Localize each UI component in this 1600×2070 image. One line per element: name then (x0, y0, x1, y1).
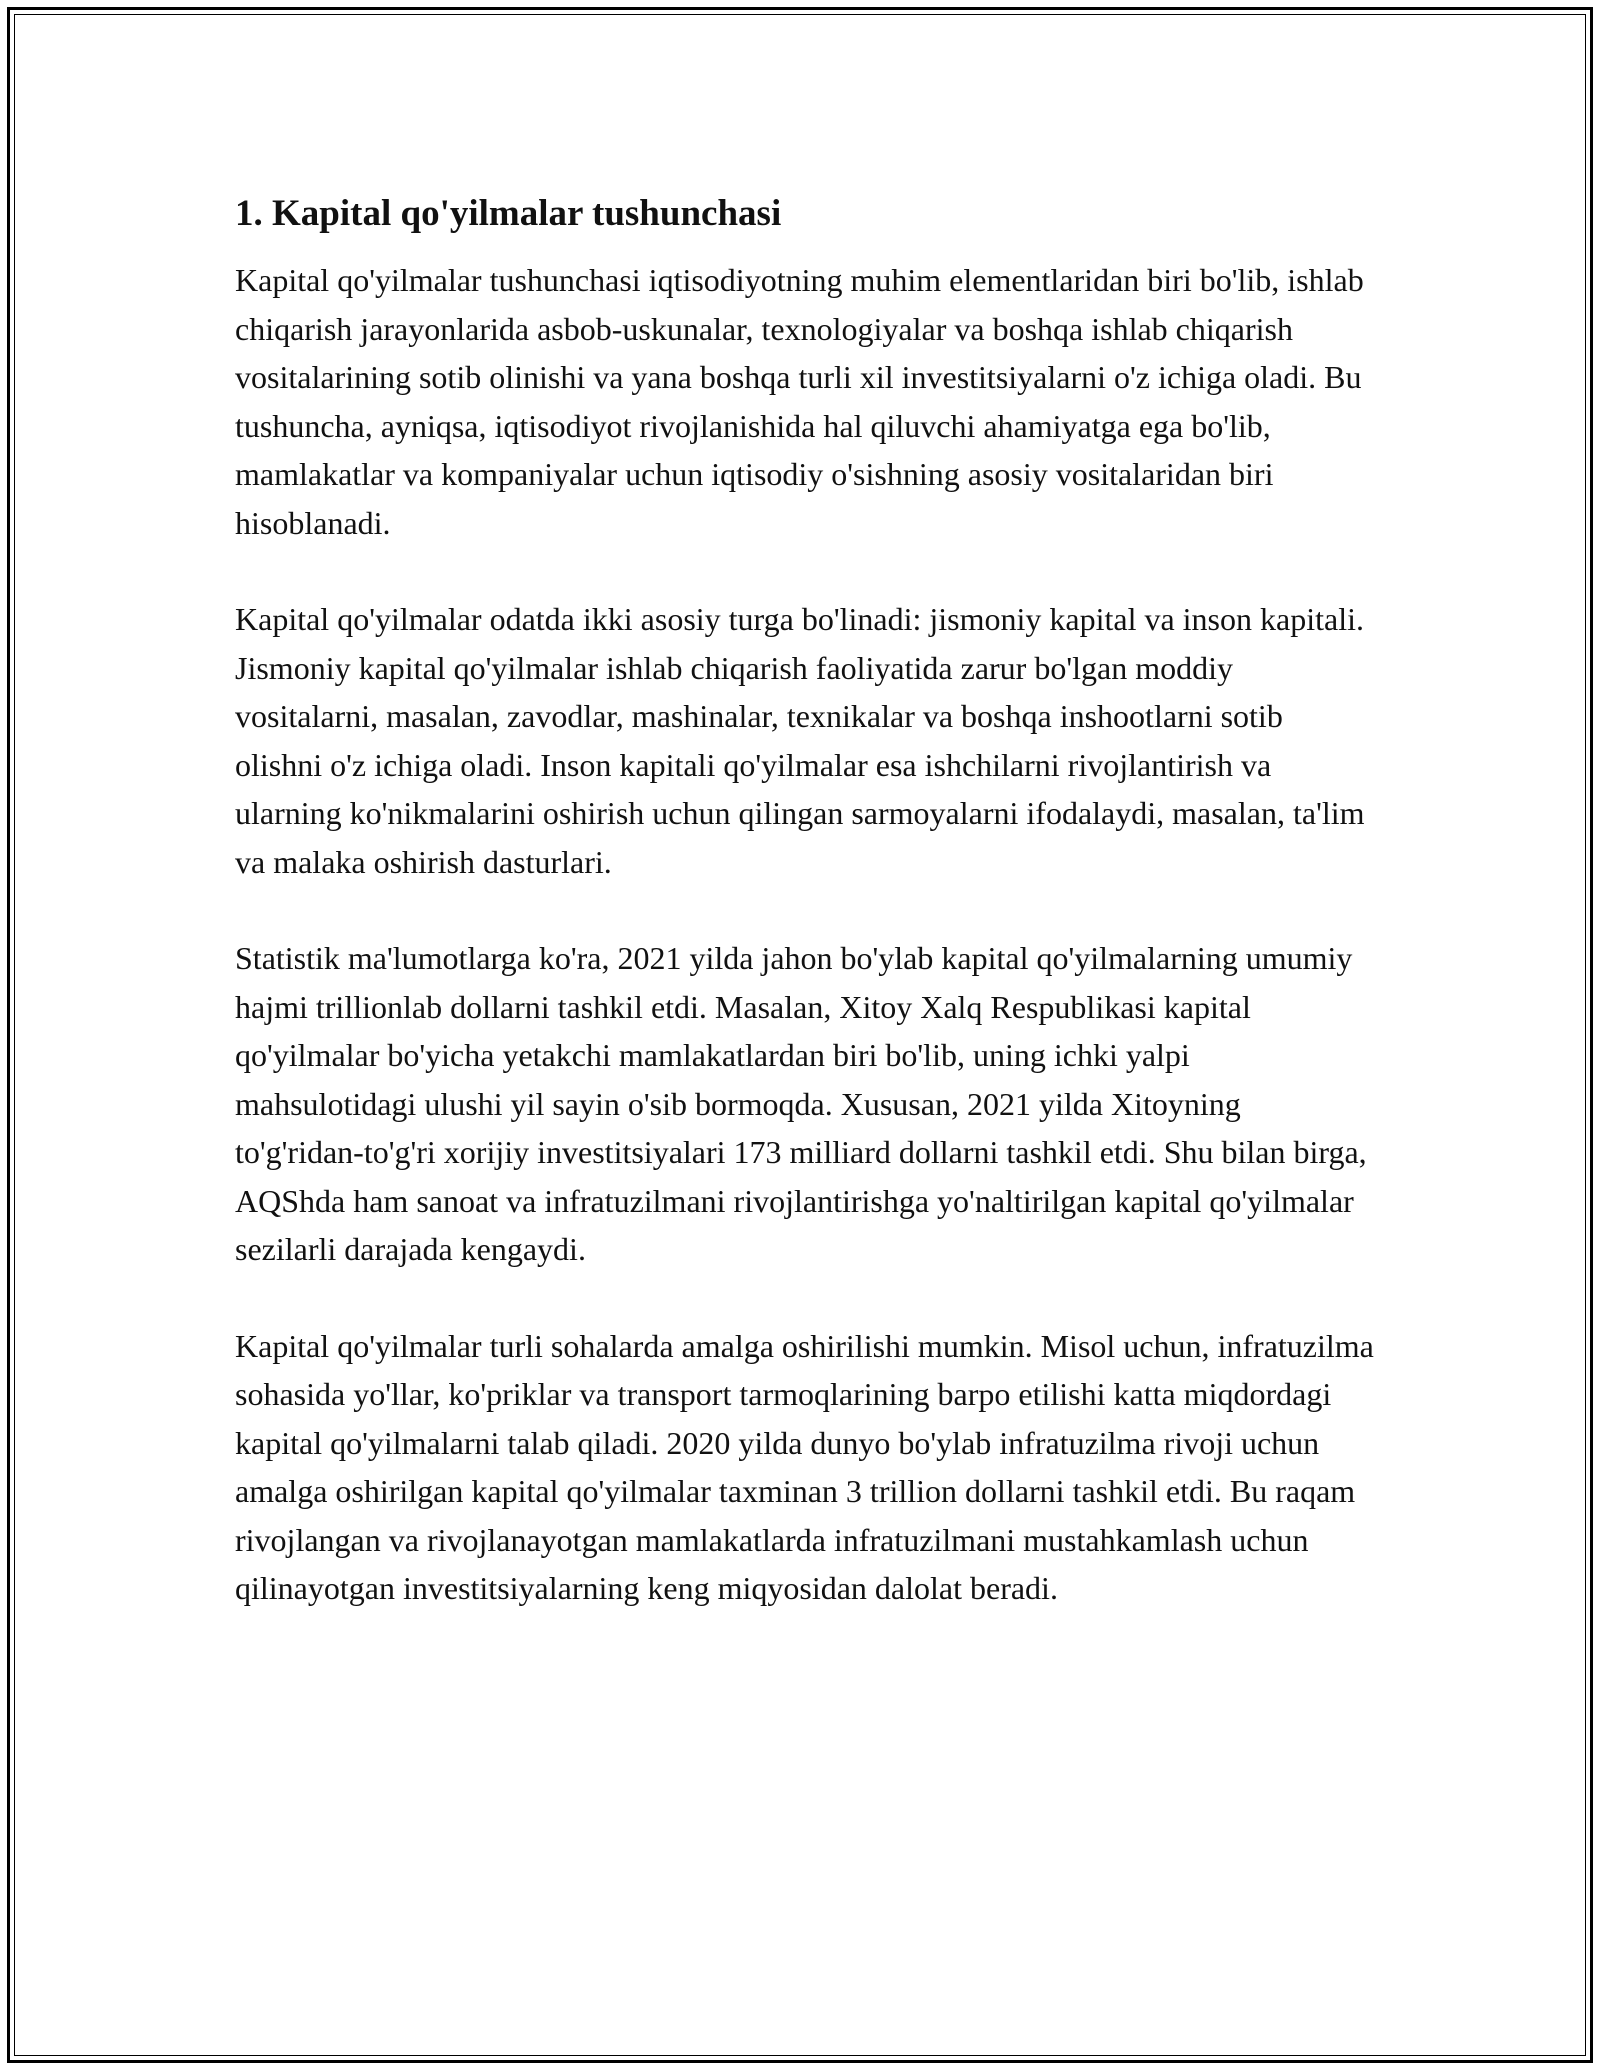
paragraph-4: Kapital qo'yilmalar turli sohalarda amalga oshirilishi mumkin. Misol uchun, infratuzilma sohasida yo'llar, ko'priklar va transport tarmoqlarining barpo etilishi katta miqdordagi kapital qo'yilmalarni talab qiladi. 2020 yilda dunyo bo'ylab infratuzilma rivoji uchun amalga oshirilgan kapital qo'yilmalar taxminan 3 trillion dollarni tashkil etdi. Bu raqam rivojlangan va rivojlanayotgan mamlakatlarda infratuzilmani mustahkamlash uchun qilinayotgan investitsiyalarning keng miqyosidan dalolat beradi. (235, 1327, 1374, 1606)
paragraph-1: Kapital qo'yilmalar tushunchasi iqtisodiyotning muhim elementlaridan biri bo'lib, ishlab chiqarish jarayonlarida asbob-uskunalar, texnologiyalar va boshqa ishlab chiqarish vositalarining sotib olinishi va yana boshqa turli xil investitsiyalarni o'z ichiga oladi. Bu tushuncha, ayniqsa, iqtisodiyot rivojlanishida hal qiluvchi ahamiyatga ega bo'lib, mamlakatlar va kompaniyalar uchun iqtisodiy o'sishning asosiy vositalaridan biri hisoblanadi. (235, 262, 1364, 541)
paragraph-3: Statistik ma'lumotlarga ko'ra, 2021 yilda jahon bo'ylab kapital qo'yilmalarning umumiy hajmi trillionlab dollarni tashkil etdi. Masalan, Xitoy Xalq Respublikasi kapital qo'yilmalar bo'yicha yetakchi mamlakatlardan biri bo'lib, uning ichki yalpi mahsulotidagi ulushi yil sayin o'sib bormoqda. Xususan, 2021 yilda Xitoyning to'g'ridan-to'g'ri xorijiy investitsiyalari 173 milliard dollarni tashkil etdi. Shu bilan birga, AQShda ham sanoat va infratuzilmani rivojlantirishga yo'naltirilgan kapital qo'yilmalar sezilarli darajada kengaydi. (235, 940, 1367, 1267)
paragraph-2: Kapital qo'yilmalar odatda ikki asosiy turga bo'linadi: jismoniy kapital va inson kapitali. Jismoniy kapital qo'yilmalar ishlab chiqarish faoliyatida zarur bo'lgan moddiy vositalarni, masalan, zavodlar, mashinalar, texnikalar va boshqa inshootlarni sotib olishni o'z ichiga oladi. Inson kapitali qo'yilmalar esa ishchilarni rivojlantirish va ularning ko'nikmalarini oshirish uchun qilingan sarmoyalarni ifodalaydi, masalan, ta'lim va malaka oshirish dasturlari. (235, 601, 1365, 880)
document-body (235, 188, 1375, 1661)
section-heading: 1. Kapital qo'yilmalar tushunchasi (235, 193, 782, 234)
